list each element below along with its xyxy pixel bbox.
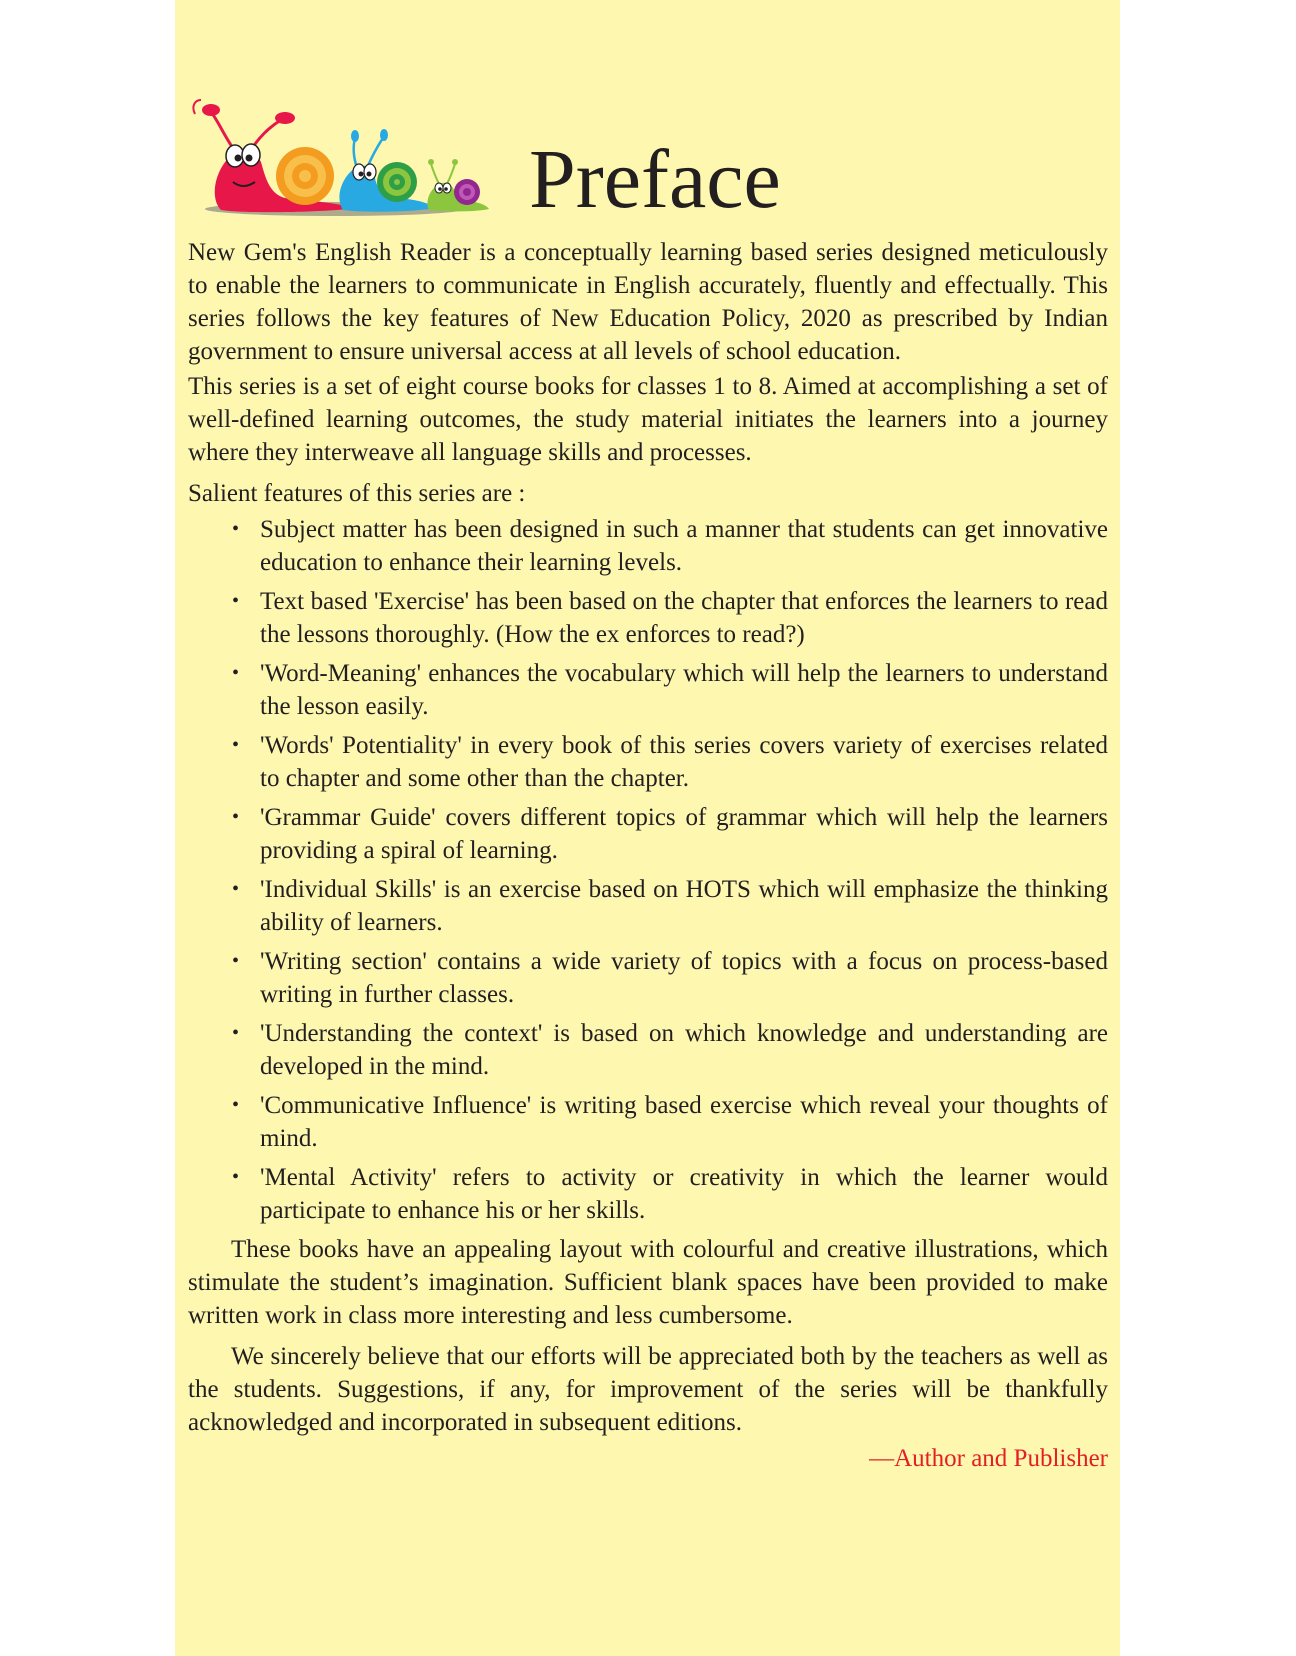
intro-paragraph: This series is a set of eight course books for classes 1 to 8. Aimed at accomplishing a set of well-defined learning outcomes, the study material initiates the learners into a journey where they interweave all language skills and processes. (188, 373, 1108, 466)
bullet-icon: • (232, 806, 240, 828)
intro-paragraph: New Gem's English Reader is a conceptually learning based series designed meticulously to enable the learners to communicate in English accurately, fluently and effectually. This series follows the key features of New Education Policy, 2020 as prescribed by Indian government to ensure universal access at all levels of school education. (188, 239, 1108, 365)
feature-item (232, 801, 1108, 867)
red-snail-icon (193, 100, 353, 212)
feature-text: 'Mental Activity' refers to activity or creativity in which the learner would participate to enhance his or her skills. (260, 1164, 1108, 1224)
feature-item (232, 1161, 1108, 1227)
bullet-icon: • (232, 1022, 240, 1044)
snails-illustration (185, 98, 505, 228)
bullet-icon: • (232, 662, 240, 684)
feature-item (232, 1089, 1108, 1155)
bullet-icon: • (232, 878, 240, 900)
green-snail-icon (427, 159, 489, 211)
feature-item (232, 513, 1108, 579)
preface-header (185, 98, 1105, 228)
feature-text: 'Word-Meaning' enhances the vocabulary which will help the learners to understand the lesson easily. (260, 660, 1108, 720)
preface-body (188, 236, 1108, 1475)
closing-paragraph: We sincerely believe that our efforts will be appreciated both by the teachers as well as the students. Suggestions, if any, for improvement of the series will be thankfully acknowledged and incorporated in subsequent editions. (188, 1343, 1108, 1436)
feature-item (232, 729, 1108, 795)
feature-text: Text based 'Exercise' has been based on the chapter that enforces the learners to read the lessons thoroughly. (How the ex enforces to read?) (260, 588, 1108, 648)
feature-text: Subject matter has been designed in such a manner that students can get innovative education to enhance their learning levels. (260, 516, 1108, 576)
feature-item (232, 873, 1108, 939)
features-list (188, 513, 1108, 1227)
salient-features-heading: Salient features of this series are : (188, 480, 526, 507)
feature-text: 'Words' Potentiality' in every book of this series covers variety of exercises related to chapter and some other than the chapter. (260, 732, 1108, 792)
bullet-icon: • (232, 950, 240, 972)
bullet-icon: • (232, 1094, 240, 1116)
feature-item (232, 1017, 1108, 1083)
feature-text: 'Understanding the context' is based on which knowledge and understanding are developed in the mind. (260, 1020, 1108, 1080)
feature-text: 'Individual Skills' is an exercise based on HOTS which will emphasize the thinking ability of learners. (260, 876, 1108, 936)
feature-text: 'Grammar Guide' covers different topics of grammar which will help the learners providing a spiral of learning. (260, 804, 1108, 864)
bullet-icon: • (232, 590, 240, 612)
feature-item (232, 657, 1108, 723)
bullet-icon: • (232, 1166, 240, 1188)
closing-paragraph: These books have an appealing layout with colourful and creative illustrations, which stimulate the student’s imagination. Sufficient blank spaces have been provided to make written work in class more interesting and less cumbersome. (188, 1236, 1108, 1329)
bullet-icon: • (232, 518, 240, 540)
feature-text: 'Writing section' contains a wide variety of topics with a focus on process-based writing in further classes. (260, 948, 1108, 1008)
feature-item (232, 945, 1108, 1011)
feature-text: 'Communicative Influence' is writing based exercise which reveal your thoughts of mind. (260, 1092, 1108, 1152)
page (175, 0, 1120, 1656)
bullet-icon: • (232, 734, 240, 756)
blue-snail-icon (339, 129, 435, 212)
signature: —Author and Publisher (869, 1445, 1108, 1472)
page-title: Preface (529, 133, 781, 226)
feature-item (232, 585, 1108, 651)
